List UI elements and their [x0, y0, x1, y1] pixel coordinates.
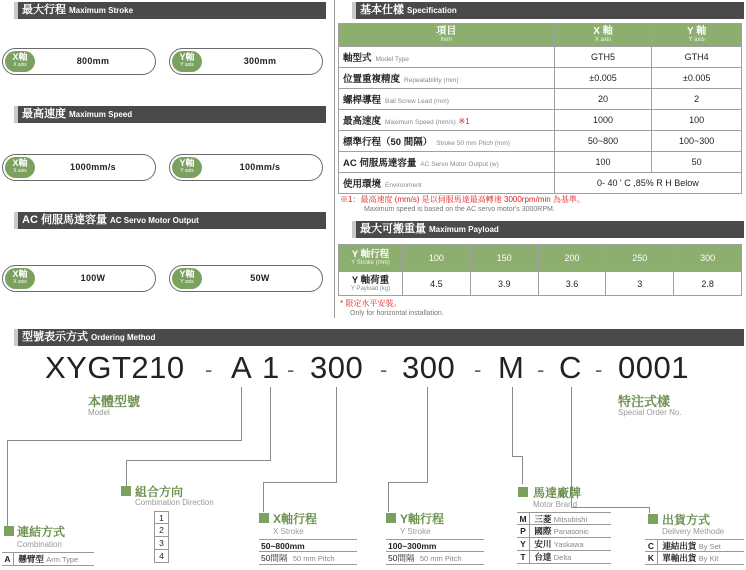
delivery-option-en: By Kit — [698, 554, 719, 563]
connector-line — [263, 482, 337, 483]
spec-footnote: ※1：最高速度 (mm/s) 是以伺服馬達最高轉速 3000rpm/min 為基準。 — [340, 195, 585, 204]
connect-title: 連結方式 — [17, 525, 66, 539]
brand-name: 安川 — [534, 539, 552, 549]
delivery-option: 連結出貨 — [662, 541, 697, 551]
table-row — [339, 110, 742, 131]
x-axis-badge: X軸 X axis — [5, 157, 35, 178]
motor-brand-row — [517, 512, 611, 525]
delivery-option-row — [645, 552, 744, 565]
brand-code: T — [517, 551, 530, 563]
speed-x-value: 1000mm/s — [70, 162, 116, 172]
row-y-value: ±0.005 — [652, 68, 742, 89]
combination-option: 3 — [154, 537, 169, 550]
brand-name-en: Mitsubishi — [553, 515, 588, 524]
combination-title-en: Combination Direction — [135, 498, 214, 507]
model-code-base: XYGT210 — [45, 350, 185, 385]
model-code-combination: 1 — [262, 350, 280, 385]
table-row — [339, 89, 742, 110]
xstroke-pitch — [259, 552, 357, 565]
brand-name: 國際 — [534, 526, 552, 536]
section-title: 基本仕樣 — [360, 4, 404, 16]
section-motor-header — [14, 212, 326, 229]
ystroke-pitch-en: 50 mm Pitch — [419, 554, 462, 563]
payload-load: 3.9 — [470, 272, 538, 296]
row-label: 螺桿導程 Ball Screw Lead (mm) — [339, 89, 555, 110]
table-row — [339, 68, 742, 89]
brand-name: 三菱 — [534, 514, 552, 524]
code-dash: - — [537, 357, 545, 382]
connector-line — [7, 440, 8, 532]
model-label-en: Model — [88, 408, 110, 417]
payload-table — [338, 244, 742, 296]
row-y-value: 2 — [652, 89, 742, 110]
table-row — [339, 152, 742, 173]
code-dash: - — [205, 357, 213, 382]
connector-line — [270, 387, 271, 460]
row-x-value: ±0.005 — [554, 68, 652, 89]
stroke-y-value: 300mm — [243, 56, 277, 66]
row-y-value: GTH4 — [652, 47, 742, 68]
payload-note: * 限定水平安裝。 — [340, 299, 402, 308]
ystroke-pitch-zh: 50間隔 — [388, 553, 415, 563]
delivery-code: C — [645, 540, 658, 552]
brand-name-en: Delta — [553, 553, 572, 562]
payload-load: 3 — [606, 272, 674, 296]
connector-line — [388, 482, 428, 483]
combination-option: 2 — [154, 524, 169, 537]
ystroke-title-en: Y Stroke — [400, 527, 431, 536]
section-ordering-header — [14, 329, 744, 346]
section-title: 最高速度 — [22, 108, 66, 120]
motor-brand-row — [517, 551, 611, 564]
row-x-value: GTH5 — [554, 47, 652, 68]
row-y-value: 50 — [652, 152, 742, 173]
connector-line — [336, 387, 337, 482]
row-label: 軸型式 Model Type — [339, 47, 555, 68]
speed-y-value: 100mm/s — [239, 162, 281, 172]
xstroke-title: X軸行程 — [273, 512, 318, 526]
section-title: 型號表示方式 — [22, 331, 88, 343]
brand-code: M — [517, 513, 530, 525]
connector-line — [427, 387, 428, 482]
footnote-mark: ※1 — [458, 117, 470, 126]
payload-stroke: 150 — [470, 245, 538, 272]
xstroke-pitch-en: 50 mm Pitch — [292, 554, 335, 563]
header-y-axis: Y 軸 Y axis — [652, 24, 742, 47]
section-subtitle: Maximum Payload — [429, 225, 499, 234]
delivery-option-row — [645, 539, 744, 552]
connect-option-row — [2, 552, 94, 566]
y-axis-badge: Y軸 Y axis — [172, 51, 202, 72]
stroke-x-value: 800mm — [76, 56, 110, 66]
y-axis-badge: Y軸 Y axis — [172, 268, 202, 289]
connect-option-en: Arm Type — [46, 555, 79, 564]
row-label: AC 伺服馬達容量 AC Servo Motor Output (w) — [339, 152, 555, 173]
column-divider — [334, 0, 335, 318]
row-merged-value: 0- 40 ' C ,85% R H Below — [554, 173, 741, 194]
combination-option: 4 — [154, 550, 169, 563]
section-subtitle: Maximum Speed — [69, 110, 133, 119]
ystroke-title: Y軸行程 — [400, 512, 445, 526]
header-x-axis: X 軸 X axis — [554, 24, 652, 47]
y-axis-badge: Y軸 Y axis — [172, 157, 202, 178]
delivery-option-en: By Set — [698, 542, 721, 551]
stroke-x-pill — [2, 48, 156, 75]
row-label: 位置重複精度 Repeatability (mm) — [339, 68, 555, 89]
payload-stroke: 300 — [674, 245, 742, 272]
combination-marker-icon — [121, 486, 131, 496]
combination-title: 組合方向 — [135, 485, 184, 499]
spec-table — [338, 23, 742, 194]
motor-y-pill — [169, 265, 323, 292]
connector-line — [649, 507, 650, 513]
payload-stroke: 200 — [538, 245, 606, 272]
motor-title: 馬達廠牌 — [533, 486, 582, 500]
connector-line — [512, 387, 513, 457]
model-label: 本體型號 — [88, 394, 141, 409]
payload-head-label: Y 軸行程 Y Stroke (mm) — [339, 245, 403, 272]
code-dash: - — [287, 357, 295, 382]
table-row — [339, 47, 742, 68]
brand-name: 台達 — [534, 552, 552, 562]
connect-marker-icon — [4, 526, 14, 536]
delivery-code: K — [645, 552, 658, 564]
delivery-option: 單軸出貨 — [662, 553, 697, 563]
section-spec-header — [352, 2, 744, 19]
ystroke-range: 100~300mm — [386, 539, 484, 552]
payload-load: 3.6 — [538, 272, 606, 296]
payload-note-en: Only for horizontal installation. — [350, 310, 444, 317]
delivery-marker-icon — [648, 514, 658, 524]
model-code-special: 0001 — [618, 350, 689, 385]
payload-load: 4.5 — [403, 272, 471, 296]
payload-header-row — [339, 245, 742, 272]
spec-header-row — [339, 24, 742, 47]
payload-load-row — [339, 272, 742, 296]
row-label: 標準行程（50 間隔） Stroke 50 mm Pitch (mm) — [339, 131, 555, 152]
motor-x-value: 100W — [80, 273, 106, 283]
special-label: 特注式樣 — [618, 394, 671, 409]
connector-line — [571, 507, 650, 508]
brand-name-en: Yaskawa — [553, 540, 584, 549]
connector-line — [241, 387, 242, 440]
row-label: 使用環境 Environment — [339, 173, 555, 194]
connector-line — [522, 456, 523, 484]
combination-option: 1 — [154, 511, 169, 524]
model-code-ystroke: 300 — [402, 350, 456, 385]
motor-marker-icon — [518, 487, 528, 497]
connector-line — [126, 460, 271, 461]
brand-code: P — [517, 525, 530, 537]
payload-row-label: Y 軸荷重 Y Payload (kg) — [339, 272, 403, 296]
header-item: 項目 Item — [339, 24, 555, 47]
table-row — [339, 131, 742, 152]
ystroke-marker-icon — [386, 513, 396, 523]
section-title: 最大可搬重量 — [360, 223, 426, 235]
model-code-motor: M — [498, 350, 525, 385]
special-label-en: Special Order No. — [618, 408, 682, 417]
xstroke-pitch-zh: 50間隔 — [261, 553, 288, 563]
section-title: 最大行程 — [22, 4, 66, 16]
row-label: 最高速度 Maximum Speed (mm/s) ※1 — [339, 110, 555, 131]
brand-code: Y — [517, 538, 530, 550]
xstroke-marker-icon — [259, 513, 269, 523]
motor-brand-row — [517, 525, 611, 538]
model-code-delivery: C — [559, 350, 582, 385]
row-x-value: 20 — [554, 89, 652, 110]
x-axis-badge: X軸 X axis — [5, 268, 35, 289]
row-x-value: 1000 — [554, 110, 652, 131]
section-speed-header — [14, 106, 326, 123]
code-dash: - — [380, 357, 388, 382]
section-subtitle: Ordering Method — [91, 333, 156, 342]
motor-y-value: 50W — [250, 273, 270, 283]
code-dash: - — [474, 357, 482, 382]
section-subtitle: AC Servo Motor Output — [109, 216, 199, 225]
table-row — [339, 173, 742, 194]
delivery-title-en: Delivery Methode — [662, 527, 725, 536]
section-subtitle: Specification — [407, 6, 457, 15]
connect-option: 懸臂型 — [18, 554, 44, 564]
ystroke-pitch — [386, 552, 484, 565]
motor-title-en: Motor Brand — [533, 500, 578, 509]
brand-name-en: Panasonic — [553, 527, 589, 536]
speed-x-pill — [2, 154, 156, 181]
stroke-y-pill — [169, 48, 323, 75]
connector-line — [7, 440, 242, 441]
section-stroke-header — [14, 2, 326, 19]
xstroke-range: 50~800mm — [259, 539, 357, 552]
motor-brand-row — [517, 538, 611, 551]
code-dash: - — [595, 357, 603, 382]
connect-code: A — [2, 553, 14, 565]
connector-line — [388, 482, 389, 512]
section-subtitle: Maximum Stroke — [69, 6, 134, 15]
section-payload-header — [352, 221, 744, 238]
payload-stroke: 250 — [606, 245, 674, 272]
connect-title-en: Combination — [17, 540, 62, 549]
model-code-connect: A — [231, 350, 253, 385]
spec-footnote-en: Maximum speed is based on the AC servo motor's 3000RPM. — [364, 206, 555, 213]
row-y-value: 100~300 — [652, 131, 742, 152]
row-x-value: 50~800 — [554, 131, 652, 152]
motor-x-pill — [2, 265, 156, 292]
model-code-xstroke: 300 — [310, 350, 364, 385]
speed-y-pill — [169, 154, 323, 181]
xstroke-title-en: X Stroke — [273, 527, 304, 536]
payload-stroke: 100 — [403, 245, 471, 272]
payload-load: 2.8 — [674, 272, 742, 296]
row-x-value: 100 — [554, 152, 652, 173]
row-y-value: 100 — [652, 110, 742, 131]
x-axis-badge: X軸 X axis — [5, 51, 35, 72]
connector-line — [263, 482, 264, 512]
delivery-title: 出貨方式 — [662, 513, 711, 527]
section-title: AC 伺服馬達容量 — [22, 214, 107, 226]
